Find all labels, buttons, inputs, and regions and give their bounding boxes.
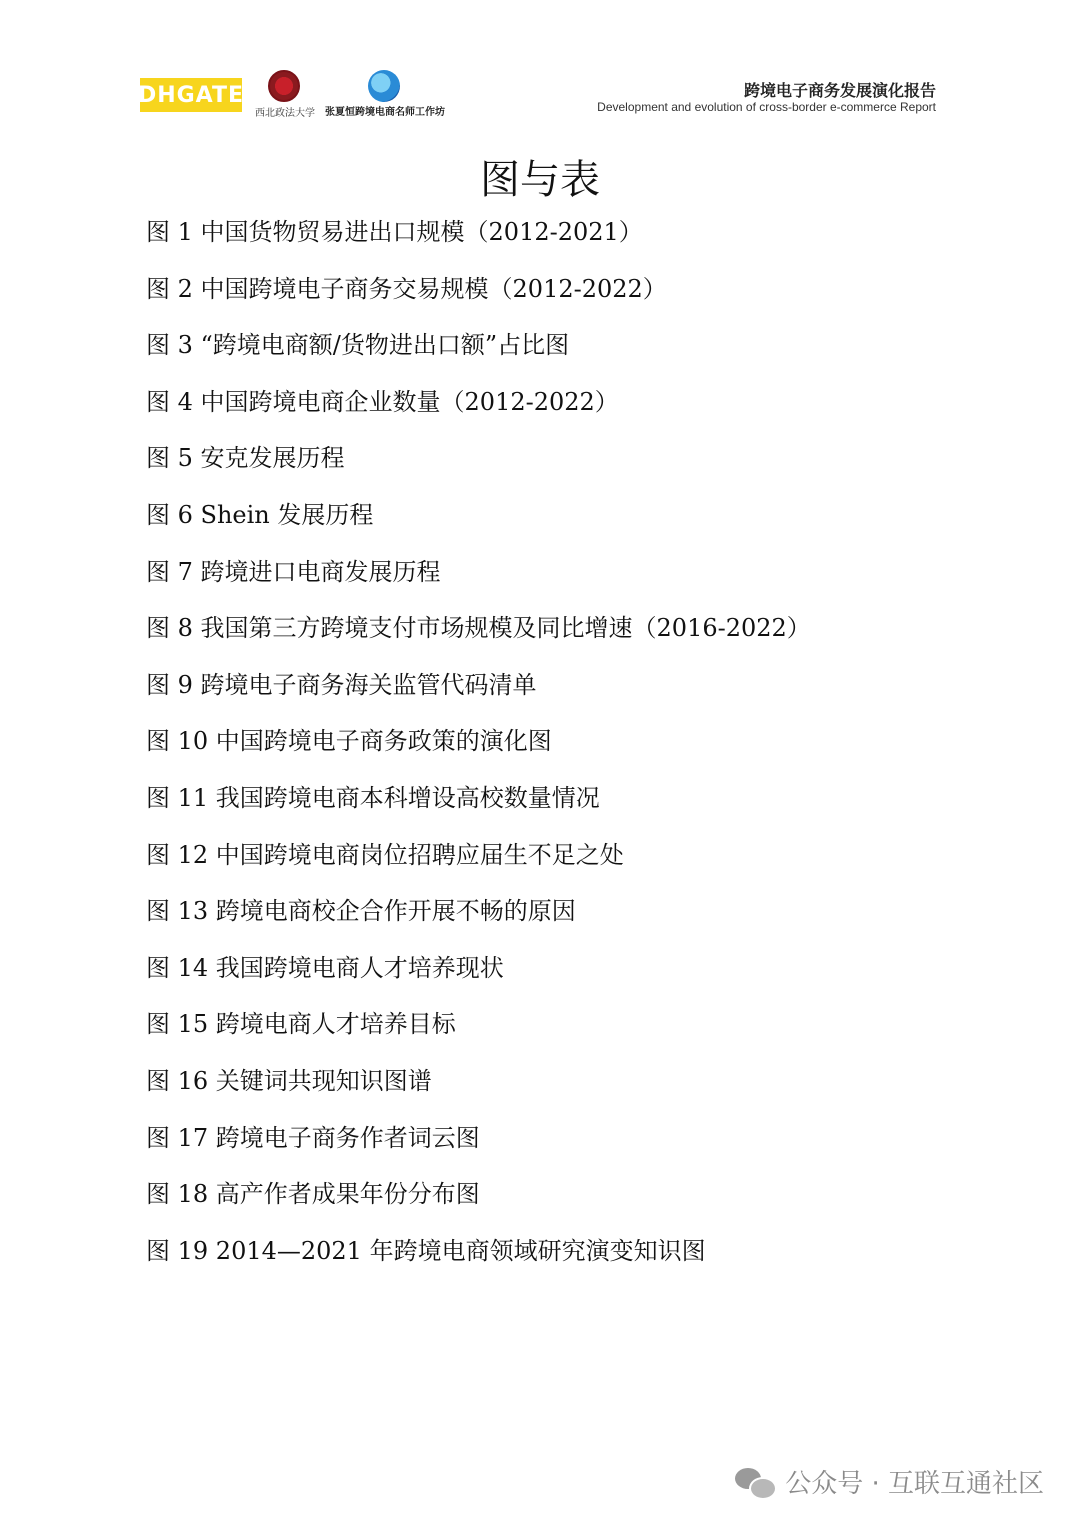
figure-list-item: 图 19 2014—2021 年跨境电商领域研究演变知识图 (146, 1236, 706, 1265)
figure-list-item: 图 15 跨境电商人才培养目标 (146, 1010, 456, 1039)
wechat-icon (735, 1466, 775, 1498)
figure-list-item: 图 13 跨境电商校企合作开展不畅的原因 (146, 897, 576, 926)
studio-logo-caption: 张夏恒跨境电商名师工作坊 (325, 107, 445, 118)
figure-list (146, 210, 811, 1285)
report-title-en: Development and evolution of cross-border e-commerce Report (597, 100, 936, 114)
figure-list-item: 图 1 中国货物贸易进出口规模（2012-2021） (146, 218, 643, 246)
figure-list-item: 图 18 高产作者成果年份分布图 (146, 1180, 480, 1209)
globe-icon (368, 70, 400, 102)
figure-list-item: 图 5 安克发展历程 (146, 444, 345, 473)
dhgate-logo-text: DHGATE (137, 82, 245, 108)
university-logo-caption: 西北政法大学 (255, 108, 315, 119)
figure-list-item: 图 11 我国跨境电商本科增设高校数量情况 (146, 783, 600, 812)
university-logo (250, 70, 320, 118)
report-title-cn: 跨境电子商务发展演化报告 (743, 81, 936, 100)
figure-list-item: 图 6 Shein 发展历程 (146, 500, 374, 529)
wechat-watermark (735, 1463, 1044, 1500)
figure-list-item: 图 3 “跨境电商额/货物进出口额”占比图 (146, 331, 570, 360)
figure-list-item: 图 16 关键词共现知识图谱 (146, 1066, 432, 1095)
page-header (0, 0, 1080, 130)
figure-list-item: 图 17 跨境电子商务作者词云图 (146, 1123, 480, 1152)
figure-list-item: 图 8 我国第三方跨境支付市场规模及同比增速（2016-2022） (146, 614, 811, 643)
university-seal-icon (268, 70, 300, 102)
figure-list-item: 图 7 跨境进口电商发展历程 (146, 557, 441, 586)
figure-list-item: 图 2 中国跨境电子商务交易规模（2012-2022） (146, 274, 667, 303)
figure-list-item: 图 4 中国跨境电商企业数量（2012-2022） (146, 387, 619, 416)
dhgate-logo (137, 78, 245, 112)
figure-list-item: 图 9 跨境电子商务海关监管代码清单 (146, 670, 537, 699)
figure-list-item: 图 14 我国跨境电商人才培养现状 (146, 953, 504, 982)
figure-list-item: 图 12 中国跨境电商岗位招聘应届生不足之处 (146, 840, 624, 869)
page-title: 图与表 (480, 157, 600, 203)
studio-logo (322, 70, 448, 118)
watermark-text: 公众号 · 互联互通社区 (785, 1469, 1044, 1499)
figure-list-item: 图 10 中国跨境电子商务政策的演化图 (146, 727, 552, 756)
